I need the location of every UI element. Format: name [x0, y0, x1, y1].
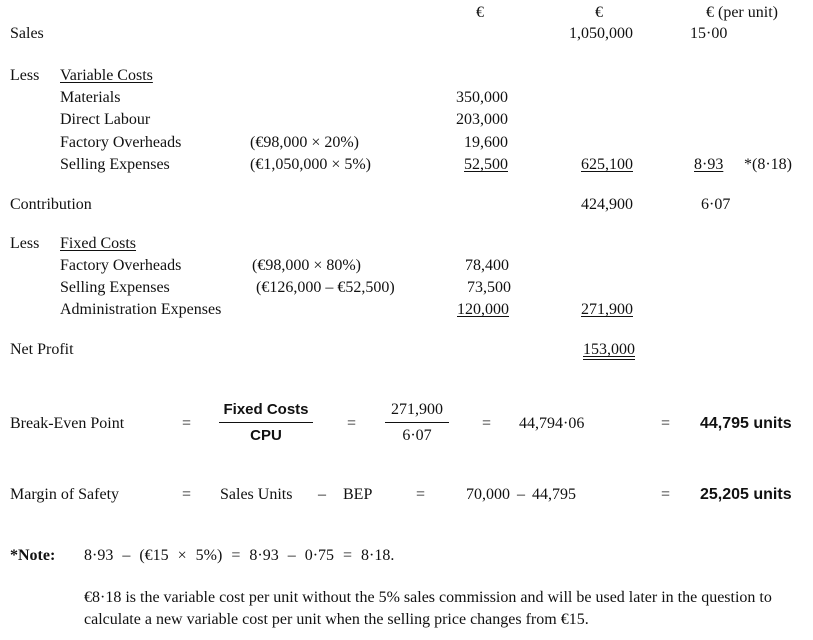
fixed-item-amount: 73,500: [467, 279, 511, 296]
fixed-item-label: Administration Expenses: [60, 301, 222, 318]
sales-per-unit: 15·00: [690, 25, 728, 42]
fixed-item-amount: 78,400: [465, 257, 509, 274]
variable-item-calc: (€1,050,000 × 5%): [250, 156, 372, 173]
bep-label: Break-Even Point: [10, 415, 125, 432]
variable-per-unit-note: *(8·18): [744, 156, 792, 173]
col-header-2: €: [595, 4, 603, 21]
mos-result: 25,205 units: [700, 486, 792, 503]
variable-costs-heading: Variable Costs: [60, 67, 153, 84]
variable-item-amount: 203,000: [456, 111, 508, 128]
bep-numerator-value: 271,900: [391, 401, 443, 418]
fixed-item-calc: (€98,000 × 80%): [252, 257, 362, 274]
variable-costs-total: 625,100: [581, 156, 633, 173]
bep-value-bar: [385, 422, 449, 423]
sales-label: Sales: [10, 25, 44, 42]
fixed-costs-total: 271,900: [581, 301, 633, 318]
mos-term-sales-units: Sales Units: [220, 486, 293, 503]
variable-item-label: Selling Expenses: [60, 156, 170, 173]
mos-minus: –: [318, 486, 326, 503]
mos-equals: =: [182, 486, 192, 503]
bep-result: 44,795 units: [700, 415, 792, 432]
contribution-label: Contribution: [10, 196, 92, 213]
net-profit-label: Net Profit: [10, 341, 74, 358]
bep-fraction-numerator: Fixed Costs: [223, 401, 309, 418]
variable-per-unit: 8·93: [694, 156, 724, 173]
note-explanation: €8·18 is the variable cost per unit without the 5% sales commission and will be used later in the question to calculate a new variable cost per unit when the selling price changes from €15.: [84, 589, 772, 628]
bep-equals: =: [661, 415, 671, 432]
variable-item-amount: 52,500: [464, 156, 508, 173]
note-calculation: 8·93 – (€15 × 5%) = 8·93 – 0·75 = 8·18.: [84, 547, 395, 564]
bep-fraction-denominator: CPU: [250, 427, 282, 444]
bep-fraction-bar: [219, 422, 313, 423]
fixed-item-label: Selling Expenses: [60, 279, 170, 296]
fixed-item-calc: (€126,000 – €52,500): [256, 279, 395, 296]
fixed-item-label: Factory Overheads: [60, 257, 182, 274]
fixed-costs-heading: Fixed Costs: [60, 235, 137, 252]
col-header-3: € (per unit): [706, 4, 778, 21]
mos-term-bep: BEP: [343, 486, 373, 503]
variable-item-calc: (€98,000 × 20%): [250, 134, 360, 151]
fixed-less: Less: [10, 235, 40, 252]
bep-equals: =: [347, 415, 357, 432]
variable-item-amount: 19,600: [464, 134, 508, 151]
mos-label: Margin of Safety: [10, 486, 120, 503]
mos-equals: =: [416, 486, 426, 503]
sales-total: 1,050,000: [569, 25, 633, 42]
bep-equals: =: [182, 415, 192, 432]
variable-item-label: Direct Labour: [60, 111, 151, 128]
mos-equals: =: [661, 486, 671, 503]
note-label: *Note:: [10, 547, 56, 564]
bep-denominator-value: 6·07: [402, 427, 432, 444]
contribution-per-unit: 6·07: [701, 196, 731, 213]
contribution-total: 424,900: [581, 196, 633, 213]
variable-item-label: Factory Overheads: [60, 134, 182, 151]
variable-item-label: Materials: [60, 89, 121, 106]
fixed-item-amount: 120,000: [457, 301, 509, 318]
variable-item-amount: 350,000: [456, 89, 508, 106]
bep-computed-value: 44,794·06: [519, 415, 585, 432]
mos-calculation: 70,000 – 44,795: [466, 486, 576, 503]
bep-equals: =: [482, 415, 492, 432]
col-header-1: €: [476, 4, 484, 21]
net-profit-total: 153,000: [583, 341, 635, 358]
variable-less: Less: [10, 67, 40, 84]
